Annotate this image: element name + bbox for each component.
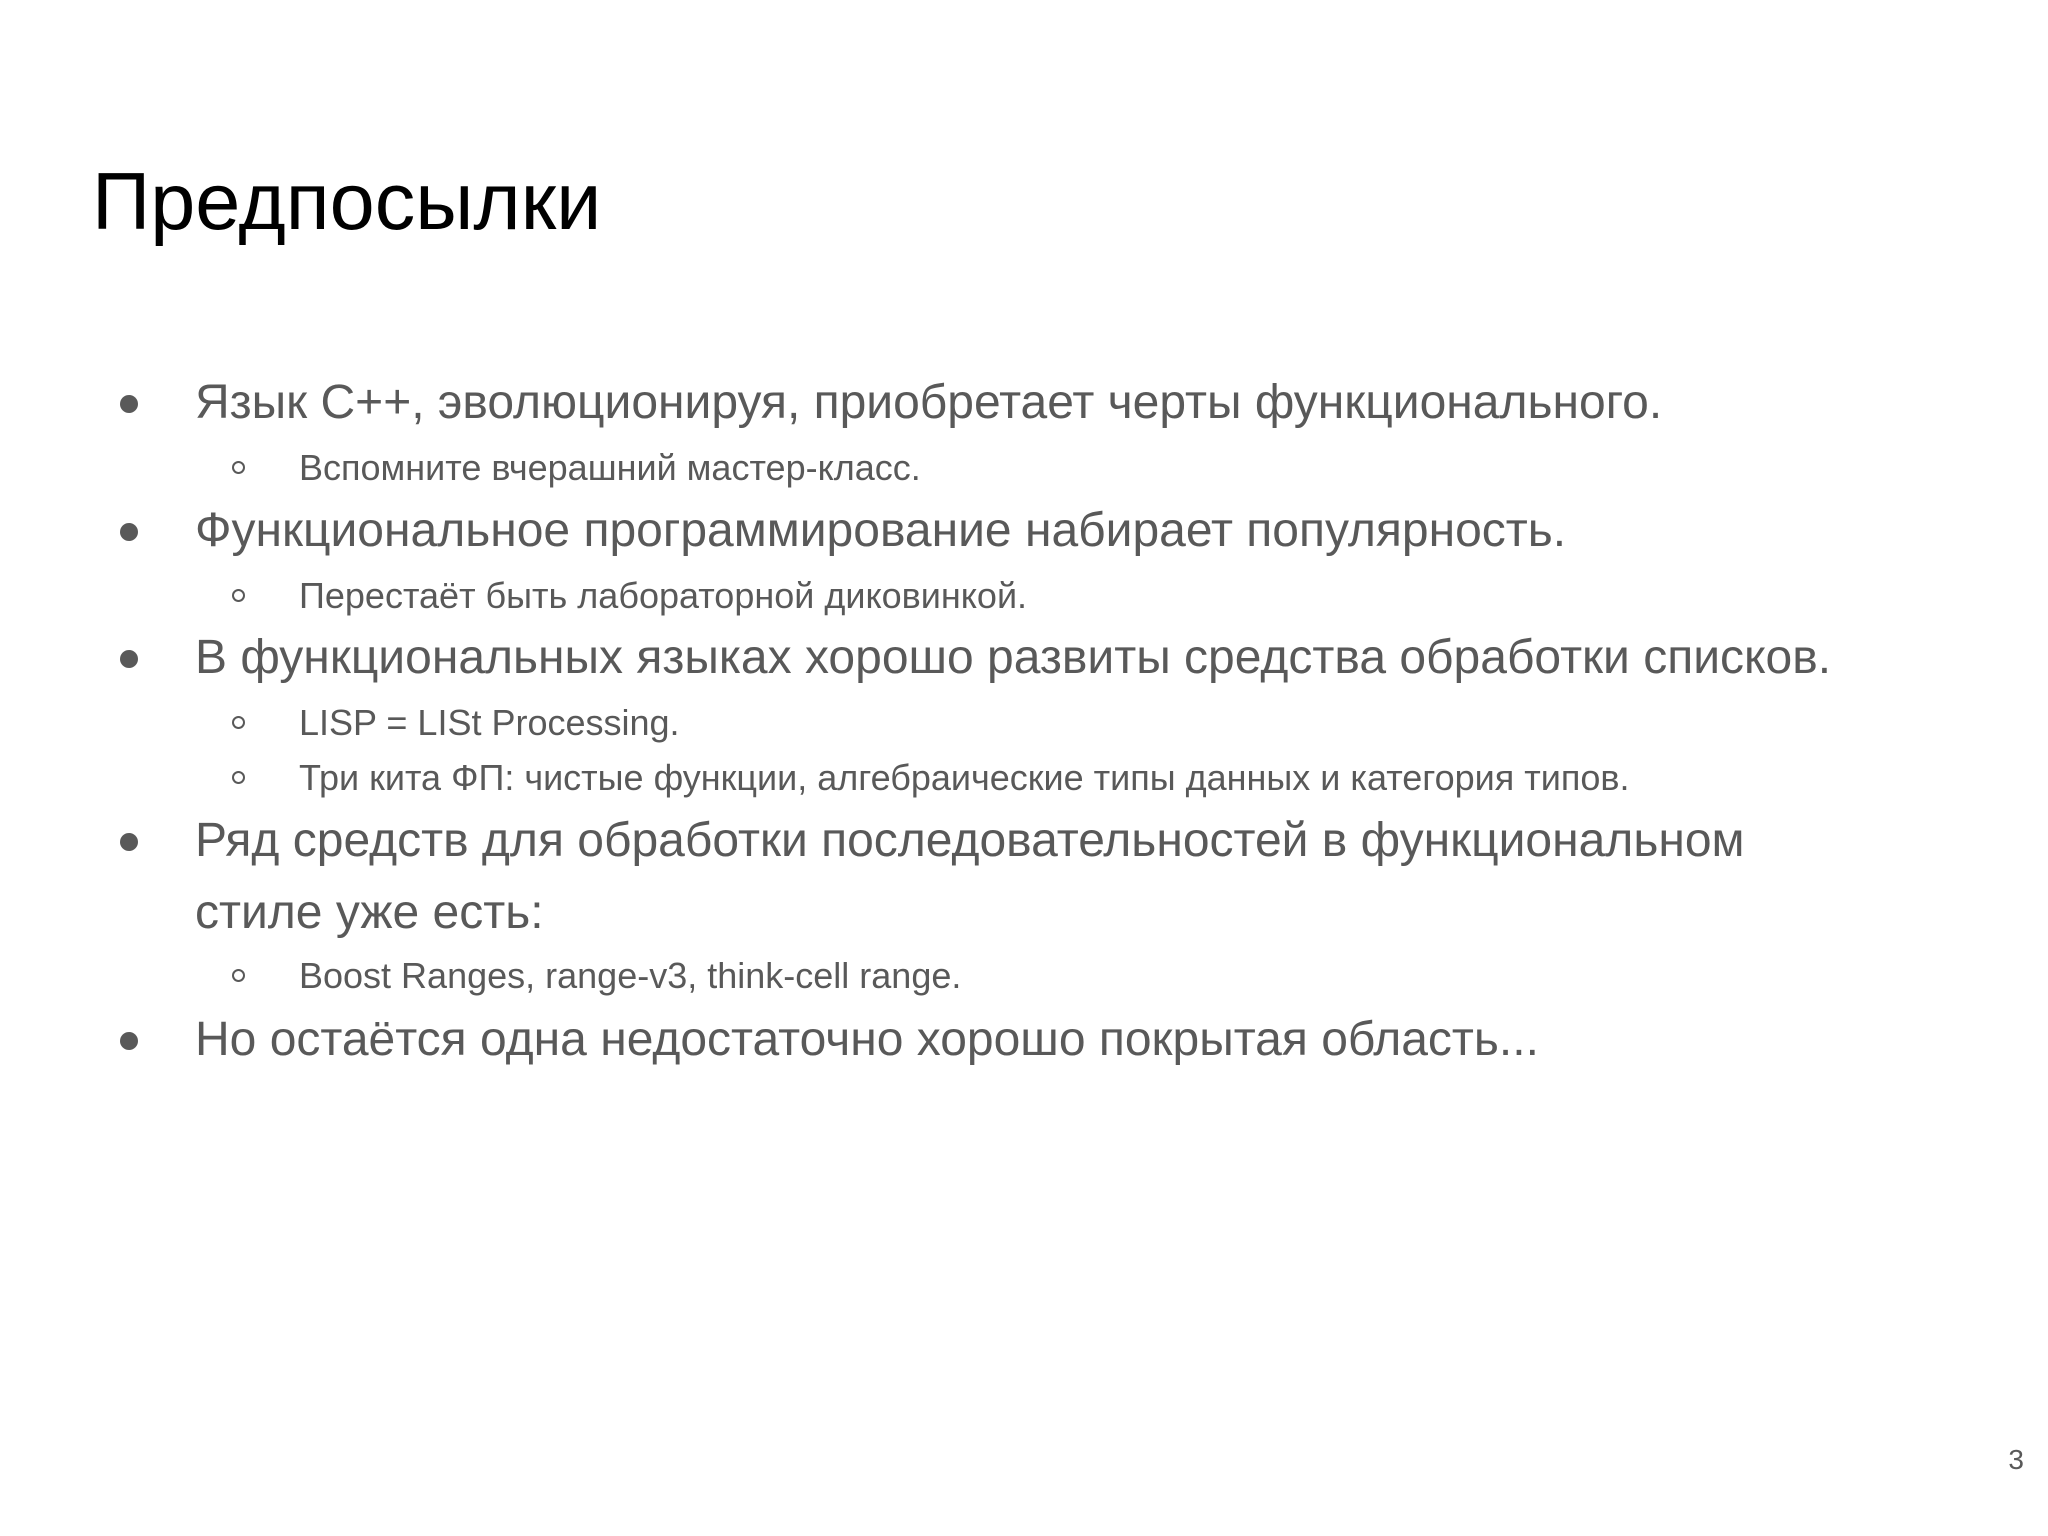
filled-bullet-icon <box>120 523 138 541</box>
subbullet-text: Перестаёт быть лабораторной диковинкой. <box>299 575 1028 616</box>
subbullet-item-lisp <box>299 699 680 747</box>
filled-bullet-icon <box>120 833 138 851</box>
subbullet-item-lab-curiosity <box>299 572 1027 620</box>
bullet-item-sequence-tools-continuation <box>195 881 544 945</box>
subbullet-text: Три кита ФП: чистые функции, алгебраические типы данных и категория типов. <box>299 757 1630 798</box>
hollow-bullet-icon <box>232 771 245 784</box>
subbullet-text: Вспомните вчерашний мастер-класс. <box>299 447 921 488</box>
bullet-text: Функциональное программирование набирает популярность. <box>195 504 1567 557</box>
bullet-item-fp-popularity <box>195 499 1566 563</box>
slide-title: Предпосылки <box>92 157 602 247</box>
bullet-text: Язык С++, эволюционируя, приобретает черты функционального. <box>195 376 1663 429</box>
subbullet-item-workshop <box>299 444 921 492</box>
hollow-bullet-icon <box>232 461 245 474</box>
subbullet-text: Boost Ranges, range-v3, think-cell range. <box>299 955 962 996</box>
filled-bullet-icon <box>120 650 138 668</box>
hollow-bullet-icon <box>232 716 245 729</box>
bullet-item-uncovered-area <box>195 1008 1539 1072</box>
bullet-text: В функциональных языках хорошо развиты средства обработки списков. <box>195 631 1832 684</box>
subbullet-item-range-libraries <box>299 952 961 1000</box>
filled-bullet-icon <box>120 1032 138 1050</box>
bullet-text: стиле уже есть: <box>195 886 544 939</box>
bullet-item-list-processing <box>195 626 1831 690</box>
filled-bullet-icon <box>120 395 138 413</box>
subbullet-text: LISP = LISt Processing. <box>299 702 680 743</box>
subbullet-item-fp-pillars <box>299 754 1630 802</box>
bullet-text: Ряд средств для обработки последовательностей в функциональном <box>195 814 1745 867</box>
slide-page-number: 3 <box>2008 1444 2024 1475</box>
hollow-bullet-icon <box>232 969 245 982</box>
hollow-bullet-icon <box>232 589 245 602</box>
bullet-item-cpp-functional <box>195 371 1662 435</box>
bullet-item-sequence-tools <box>195 809 1745 873</box>
bullet-text: Но остаётся одна недостаточно хорошо покрытая область... <box>195 1013 1539 1066</box>
